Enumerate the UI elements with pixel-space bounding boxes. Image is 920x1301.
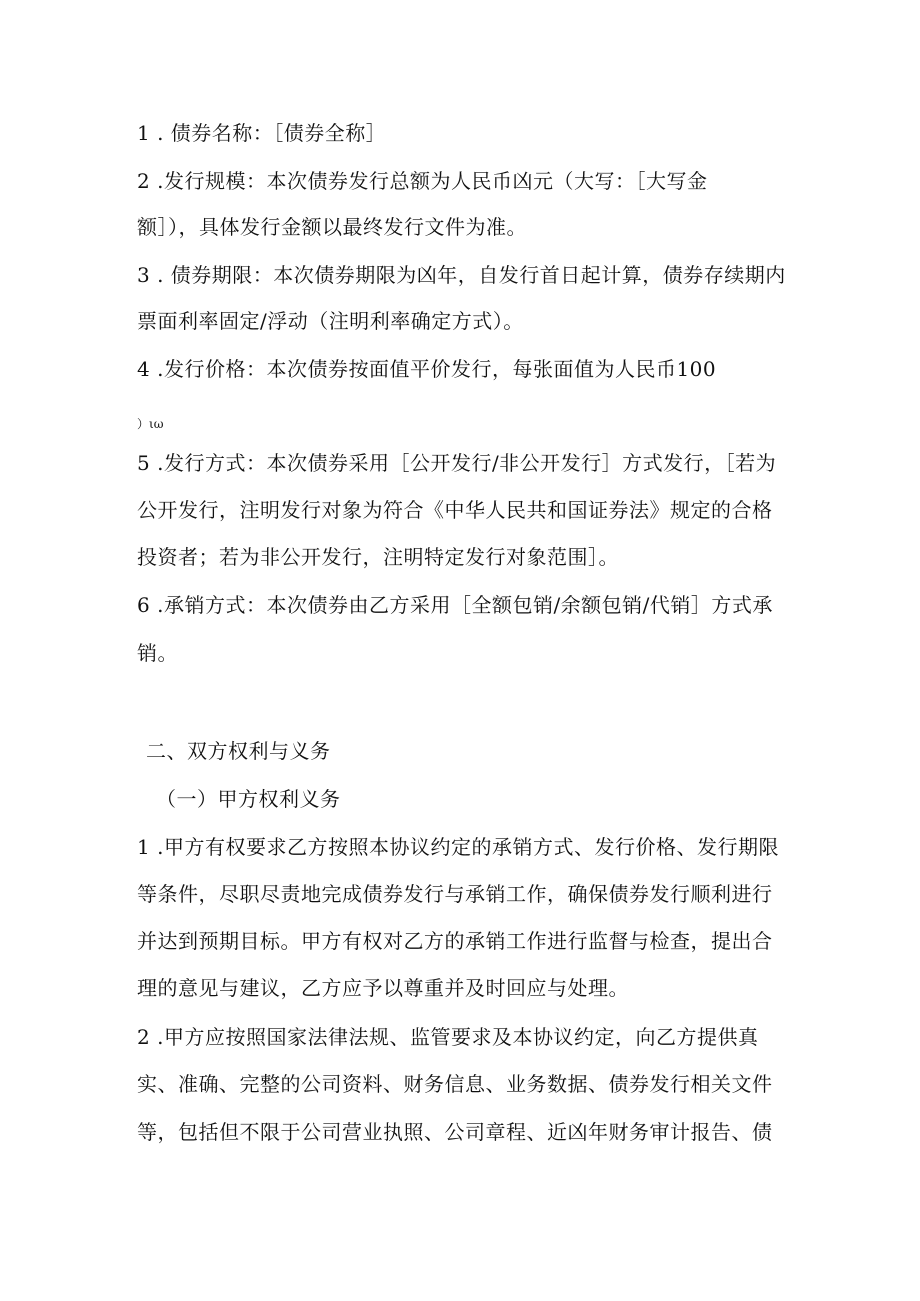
section-heading: 二、双方权利与义务 — [146, 739, 331, 763]
party-a-clause-1: 1 .甲方有权要求乙方按照本协议约定的承销方式、发行价格、发行期限 — [137, 835, 779, 859]
clause-1-bond-name: 1 . 债券名称：［债券全称］ — [137, 121, 387, 145]
party-a-clause-1-cont: 等条件，尽职尽责地完成债券发行与承销工作，确保债券发行顺利进行 — [137, 882, 773, 906]
clause-4-issue-price: 4 .发行价格：本次债券按面值平价发行，每张面值为人民币100 — [137, 357, 717, 381]
party-a-clause-2: 2 .甲方应按照国家法律法规、监管要求及本协议约定，向乙方提供真 — [137, 1025, 759, 1049]
clause-5-issue-method-cont: 公开发行，注明发行对象为符合《中华人民共和国证券法》规定的合格 — [137, 498, 773, 522]
clause-3-bond-term: 3 . 债券期限：本次债券期限为凶年，自发行首日起计算，债券存续期内 — [137, 263, 786, 287]
party-a-clause-1-cont-3: 理的意见与建议，乙方应予以尊重并及时回应与处理。 — [137, 976, 629, 1000]
clause-2-issue-size-cont: 额］），具体发行金额以最终发行文件为准。 — [137, 215, 527, 239]
party-a-clause-2-cont: 实、准确、完整的公司资料、财务信息、业务数据、债券发行相关文件 — [137, 1072, 773, 1096]
party-a-clause-2-cont-2: 等，包括但不限于公司营业执照、公司章程、近凶年财务审计报告、债 — [137, 1120, 773, 1144]
clause-4-issue-price-cont: ）ιω — [137, 417, 164, 431]
clause-2-issue-size: 2 .发行规模：本次债券发行总额为人民币凶元（大写：［大写金 — [137, 169, 708, 193]
subsection-heading: （一）甲方权利义务 — [156, 787, 341, 811]
clause-5-issue-method-cont-2: 投资者；若为非公开发行，注明特定发行对象范围］。 — [137, 545, 619, 569]
clause-6-underwriting: 6 .承销方式：本次债券由乙方采用［全额包销/余额包销/代销］方式承 — [137, 593, 773, 617]
clause-6-underwriting-cont: 销。 — [137, 641, 178, 665]
party-a-clause-1-cont-2: 并达到预期目标。甲方有权对乙方的承销工作进行监督与检查，提出合 — [137, 929, 773, 953]
clause-3-bond-term-cont: 票面利率固定/浮动（注明利率确定方式）。 — [137, 309, 524, 333]
clause-5-issue-method: 5 .发行方式：本次债券采用［公开发行/非公开发行］方式发行，［若为 — [137, 451, 777, 475]
